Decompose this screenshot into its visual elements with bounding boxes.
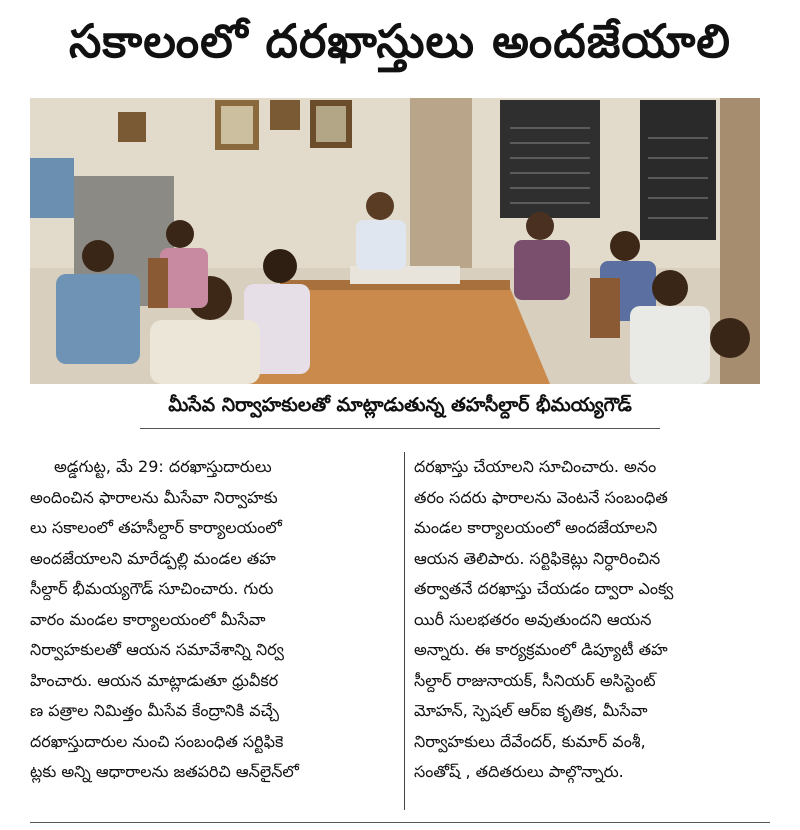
body-line: తర్వాతనే దరఖాస్తు చేయడం ద్వారా ఎంక్వ xyxy=(414,579,674,598)
body-line: తరం సదరు ఫారాలను వెంటనే సంబంధిత xyxy=(414,487,668,507)
body-line: మండల కార్యాలయంలో అందజేయాలని xyxy=(414,518,658,537)
article-body-right-column xyxy=(414,452,770,812)
body-line: నిర్వాహకులు దేవేందర్, కుమార్ వంశీ, xyxy=(414,731,646,751)
article-body-left-column xyxy=(30,452,394,812)
body-line: అడ్డగుట్ట, మే 29: దరఖాస్తుదారులు xyxy=(54,457,272,476)
body-line: దరఖాస్తు చేయాలని సూచించారు. అనం xyxy=(414,457,657,476)
body-line: సీల్దార్ రాజునాయక్, సీనియర్ అసిస్టెంట్ xyxy=(414,670,656,690)
body-line: దరఖాస్తుదారుల నుంచి సంబంధిత సర్టిఫికె xyxy=(30,731,284,751)
body-line: సీల్దార్ భీమయ్యగౌడ్ సూచించారు. గురు xyxy=(30,579,274,598)
photo-caption: మీసేవ నిర్వాహకులతో మాట్లాడుతున్న తహసీల్దార్ భీమయ్యగౌడ్ xyxy=(168,393,632,416)
body-line: అన్నారు. ఈ కార్యక్రమంలో డిప్యూటీ తహ xyxy=(414,640,668,659)
body-line: ఆయన తెలిపారు. సర్టిఫికెట్లు నిర్ధారించిన xyxy=(414,548,661,568)
bottom-rule xyxy=(30,822,770,823)
article-headline: సకాలంలో దరఖాస్తులు అందజేయాలి xyxy=(69,14,731,68)
caption-rule xyxy=(140,428,660,429)
body-line: యిరీ సులభతరం అవుతుందని ఆయన xyxy=(414,609,652,629)
body-line: అందించిన ఫారాలను మీసేవా నిర్వాహకు xyxy=(30,487,278,507)
body-line: సంతోష్ , తదితరులు పాల్గొన్నారు. xyxy=(414,762,624,781)
meeting-photo xyxy=(30,98,760,384)
body-line: ణ పత్రాల నిమిత్తం మీసేవ కేంద్రానికి వచ్చే xyxy=(30,701,280,720)
column-divider xyxy=(404,452,405,810)
body-line: అందజేయాలని మారేడ్పల్లి మండల తహ xyxy=(30,548,276,568)
body-line: ట్లకు అన్ని ఆధారాలను జతపరిచి ఆన్‌లైన్‌లో xyxy=(30,762,299,781)
body-line: మోహన్, స్పెషల్ ఆర్ఐ కృతిక, మీసేవా xyxy=(414,701,648,720)
body-line: హించారు. ఆయన మాట్లాడుతూ ధ్రువీకర xyxy=(30,670,279,690)
body-line: నిర్వాహకులతో ఆయన సమావేశాన్ని నిర్వ xyxy=(30,640,284,659)
body-line: వారం మండల కార్యాలయంలో మీసేవా xyxy=(30,609,266,629)
body-line: లు సకాలంలో తహసీల్దార్ కార్యాలయంలో xyxy=(30,518,282,537)
